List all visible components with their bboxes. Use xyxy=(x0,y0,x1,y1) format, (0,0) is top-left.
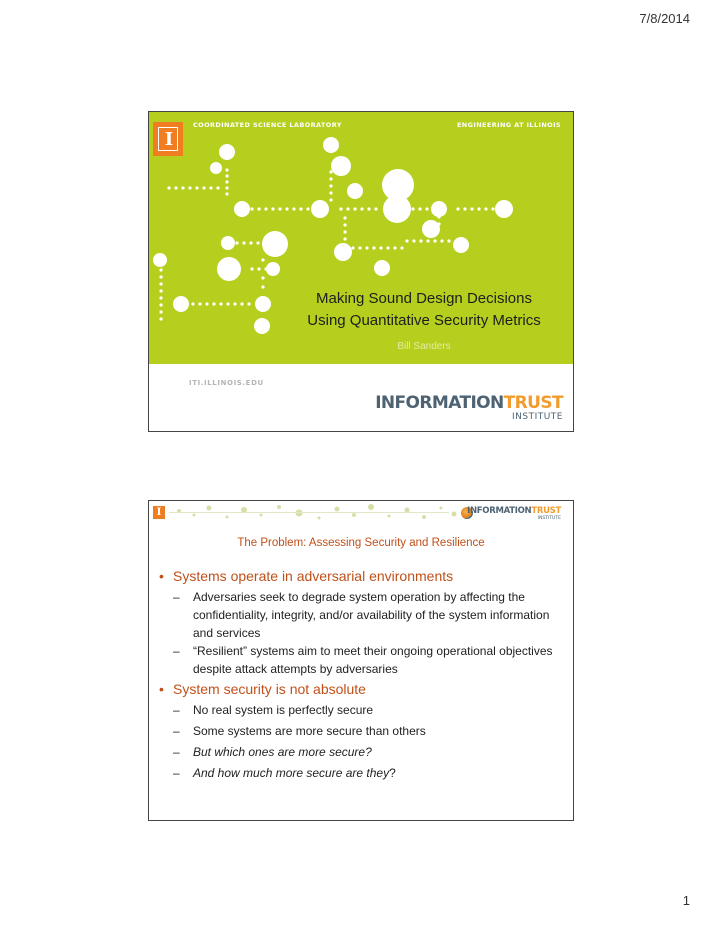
illinois-i-glyph: I xyxy=(164,129,174,150)
title-slide xyxy=(148,111,574,432)
content-slide xyxy=(148,500,574,821)
iti-small-part2: TRUST xyxy=(531,506,561,516)
illinois-logo xyxy=(153,122,183,156)
page-date: 7/8/2014 xyxy=(639,11,690,26)
slide-title-line1: Making Sound Design Decisions xyxy=(316,290,532,307)
sub-bullet-text: No real system is perfectly secure xyxy=(193,703,374,717)
iti-logo xyxy=(375,394,563,423)
sub-bullet-item xyxy=(159,588,569,642)
dash-marker: – xyxy=(173,644,180,658)
slide-title-line2: Using Quantitative Security Metrics xyxy=(307,312,541,329)
illinois-i-glyph-small: I xyxy=(156,507,162,518)
author-name: Bill Sanders xyxy=(397,341,451,352)
bullet-item xyxy=(159,567,569,585)
bullet-marker: • xyxy=(159,568,164,584)
lab-name: COORDINATED SCIENCE LABORATORY xyxy=(193,121,342,129)
slide-header xyxy=(149,501,573,525)
sub-bullet-text: Some systems are more secure than others xyxy=(193,724,426,738)
sub-bullet-item xyxy=(159,743,569,761)
website-url: ITI.ILLINOIS.EDU xyxy=(189,379,264,387)
illinois-logo-small xyxy=(153,506,165,519)
sub-bullet-text-end: ? xyxy=(389,766,396,780)
dash-marker: – xyxy=(173,724,180,738)
page-number: 1 xyxy=(682,893,690,908)
bullet-item xyxy=(159,680,569,698)
bullet-text: Systems operate in adversarial environments xyxy=(173,568,454,584)
slide-title xyxy=(289,288,559,332)
slide-title: The Problem: Assessing Security and Resilience xyxy=(237,537,485,549)
bullet-marker: • xyxy=(159,681,164,697)
iti-logo-small xyxy=(467,507,561,521)
dash-marker: – xyxy=(173,703,180,717)
slide-body xyxy=(159,567,569,782)
bullet-text: System security is not absolute xyxy=(173,681,366,697)
dash-marker: – xyxy=(173,590,180,604)
sub-bullet-item xyxy=(159,722,569,740)
sub-bullet-text: Adversaries seek to degrade system operation by affecting the confidentiality, integrity, and/or availability of the system information and services xyxy=(193,590,550,640)
iti-logo-part2: TRUST xyxy=(503,393,563,413)
dash-marker: – xyxy=(173,745,180,759)
iti-small-part1: INFORMATION xyxy=(467,506,532,516)
iti-small-sub: INSTITUTE xyxy=(537,516,561,521)
sub-bullet-item xyxy=(159,701,569,719)
slide-banner xyxy=(149,112,573,364)
sub-bullet-item xyxy=(159,764,569,782)
sub-bullet-text: But which ones are more secure? xyxy=(193,745,372,759)
iti-logo-sub: INSTITUTE xyxy=(511,412,563,422)
dash-marker: – xyxy=(173,766,180,780)
sub-bullet-text: “Resilient” systems aim to meet their ongoing operational objectives despite attack attempts by adversaries xyxy=(193,644,553,676)
tagline: ENGINEERING AT ILLINOIS xyxy=(456,121,561,129)
iti-logo-part1: INFORMATION xyxy=(375,393,504,413)
sub-bullet-item xyxy=(159,642,569,678)
sub-bullet-text: And how much more secure are they xyxy=(193,766,390,780)
